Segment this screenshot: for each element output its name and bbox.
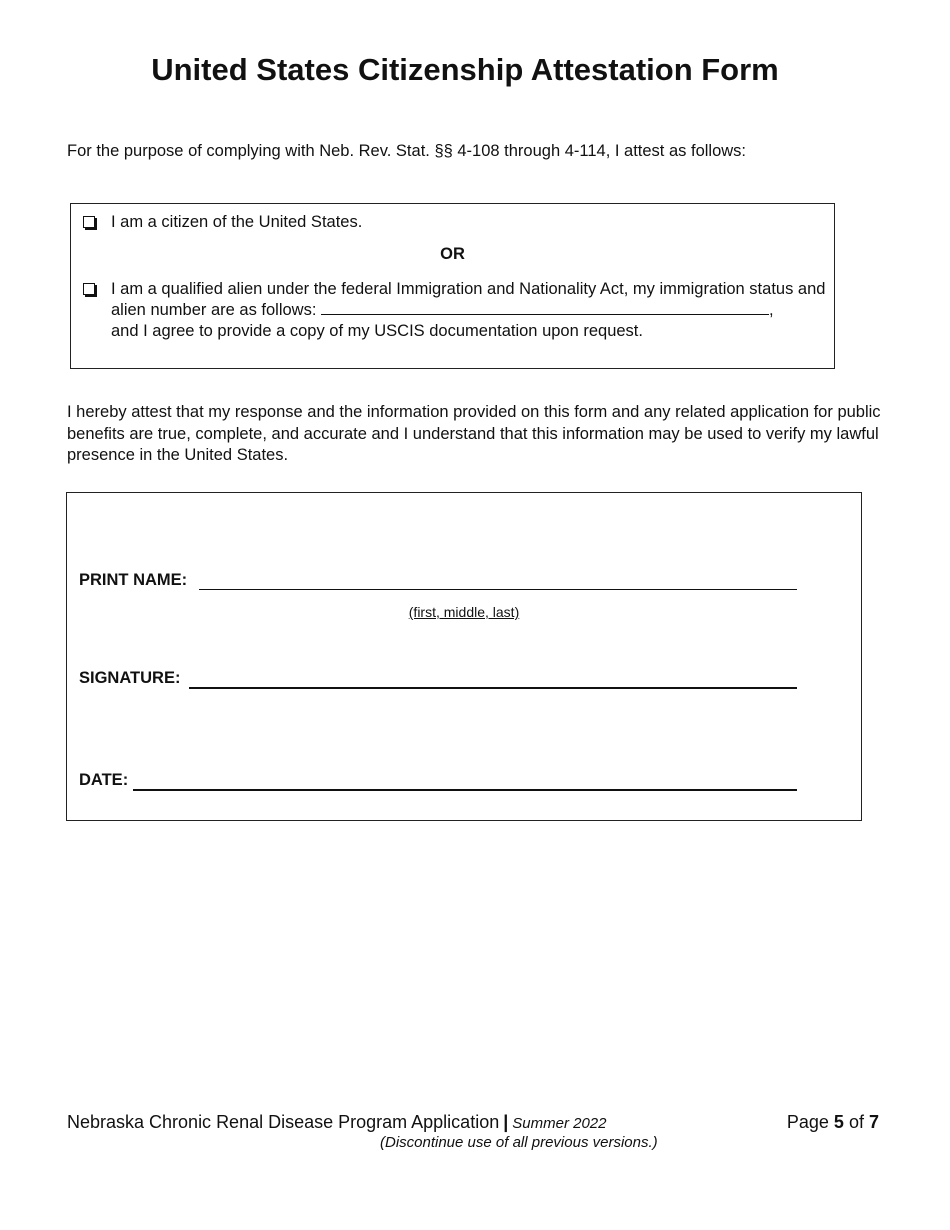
print-name-field[interactable]: [199, 573, 797, 590]
footer-program: [67, 1112, 606, 1133]
alien-line-comma: ,: [769, 301, 774, 319]
attestation-text: I hereby attest that my response and the information provided on this form and any related application for public benefits are true, complete, and accurate and I understand that this information may be used to verify my lawful presence in the United States.: [67, 403, 881, 464]
signature-box: [66, 492, 862, 821]
intro-text: For the purpose of complying with Neb. Rev. Stat. §§ 4-108 through 4-114, I attest as follows:: [67, 142, 746, 160]
qualified-alien-option-label: [111, 279, 831, 342]
signature-field[interactable]: [189, 671, 797, 689]
qualified-alien-text-2: and I agree to provide a copy of my USCIS documentation upon request.: [111, 322, 643, 340]
date-label: DATE:: [79, 771, 129, 789]
page-total: 7: [868, 1112, 879, 1132]
footer-program-name: Nebraska Chronic Renal Disease Program Application: [67, 1112, 500, 1132]
footer-version-note: (Discontinue use of all previous versions.): [380, 1134, 658, 1151]
page-prefix: Page: [786, 1112, 829, 1132]
date-field[interactable]: [133, 773, 797, 791]
or-separator: OR: [440, 245, 465, 263]
citizenship-status-box: [70, 203, 835, 369]
page-current: 5: [833, 1112, 844, 1132]
footer-edition: Summer 2022: [512, 1115, 607, 1132]
page-of: of: [848, 1112, 864, 1132]
print-name-label: PRINT NAME:: [79, 571, 188, 589]
citizen-option-label: I am a citizen of the United States.: [111, 213, 363, 231]
qualified-alien-text-1: I am a qualified alien under the federal Immigration and Nationality Act, my immigration status and alien number are as follows:: [111, 280, 826, 319]
qualified-alien-checkbox[interactable]: [83, 283, 95, 295]
citizen-checkbox[interactable]: [83, 216, 95, 228]
footer-separator: |: [503, 1112, 509, 1132]
signature-label: SIGNATURE:: [79, 669, 181, 687]
page-number: [787, 1112, 879, 1133]
alien-number-field[interactable]: [321, 300, 769, 315]
page-title: United States Citizenship Attestation Form: [151, 52, 779, 87]
print-name-hint: (first, middle, last): [408, 604, 520, 620]
